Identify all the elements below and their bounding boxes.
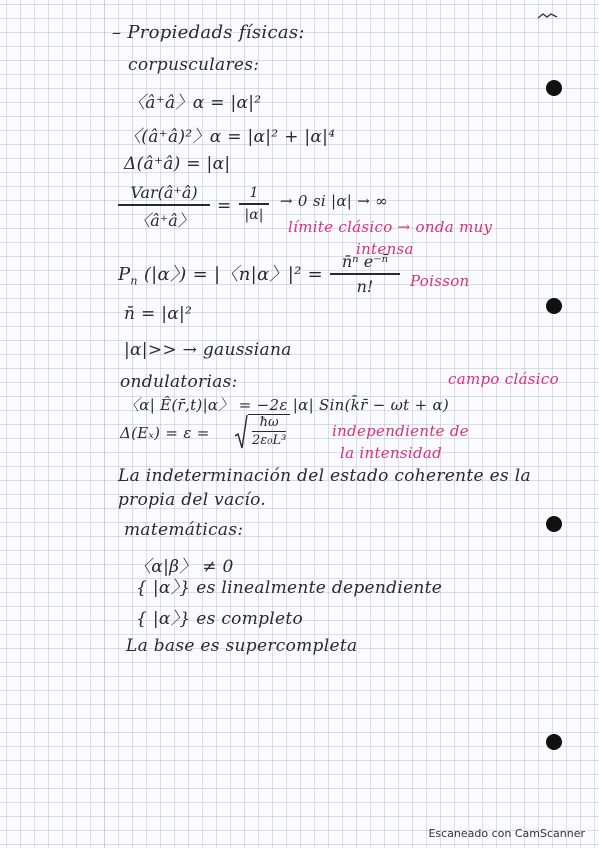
scanner-watermark: Escaneado con CamScanner — [428, 827, 585, 840]
text-indeterminacy: La indeterminación del estado coherente es la — [118, 466, 531, 486]
sqrt-numerator: ħω — [259, 415, 279, 430]
binder-hole — [546, 80, 562, 96]
prob-subscript: n — [130, 274, 138, 288]
fraction-poisson — [330, 252, 400, 296]
binder-hole — [546, 734, 562, 750]
note-intensity: la intensidad — [340, 444, 443, 462]
equation-delta: Δ(â⁺â) = |α| — [124, 154, 231, 174]
subheading-ondulatorias: ondulatorias: — [120, 372, 238, 392]
fraction-denominator: 〈â⁺â〉 — [134, 210, 194, 230]
note-gaussian: |α|>> → gaussiana — [124, 340, 292, 360]
equation-field-uncertainty: Δ(Eₓ) = ε = — [120, 424, 210, 442]
sqrt-denominator: 2ε₀L³ — [252, 433, 287, 449]
equation-overlap: 〈α|β〉 ≠ 0 — [134, 557, 234, 577]
heading-propiedades: – Propiedads físicas: — [112, 22, 305, 43]
fraction-denominator: n! — [356, 276, 374, 296]
prob-expression: (|α〉) = |〈n|α〉|² = — [143, 264, 323, 285]
note-poisson: Poisson — [410, 272, 470, 290]
note-classical-field: campo clásico — [448, 370, 559, 388]
fraction-inverse-alpha — [239, 185, 269, 223]
subheading-matematicas: matemáticas: — [124, 520, 244, 540]
subheading-corpusculares: corpusculares: — [128, 55, 260, 75]
text-vacuum: propia del vacío. — [118, 490, 267, 510]
fraction-numerator: 1 — [249, 185, 259, 201]
note-intense: intensa — [356, 240, 414, 258]
corner-mark — [537, 12, 559, 23]
equation-second-moment: 〈(â⁺â)²〉α = |α|² + |α|⁴ — [124, 127, 336, 147]
equation-mean: 〈â⁺â〉α = |α|² — [128, 93, 262, 113]
equation-probability — [118, 260, 323, 288]
note-classical-limit: límite clásico → onda muy — [288, 218, 493, 236]
fraction-denominator: |α| — [244, 206, 264, 223]
fraction-numerator: n̄ⁿ e⁻ⁿ̄ — [341, 252, 389, 271]
fraction-var — [118, 183, 210, 231]
text-overcomplete: La base es supercompleta — [126, 636, 358, 656]
note-independent: independiente de — [332, 422, 469, 440]
sqrt-expression — [248, 414, 290, 448]
binder-hole — [546, 298, 562, 314]
text-complete: { |α〉} es completo — [136, 609, 304, 629]
binder-hole — [546, 516, 562, 532]
prob-symbol: P — [118, 264, 131, 285]
margin-line — [104, 0, 105, 848]
equals-sign: = — [217, 196, 232, 216]
fraction-numerator: Var(â⁺â) — [130, 183, 198, 202]
text-linearly-dependent: { |α〉} es linealmente dependiente — [136, 578, 443, 598]
limit-expression: → 0 si |α| → ∞ — [280, 192, 388, 210]
equation-field-expectation: 〈α| Ê(r̄,t)|α〉 = −2ε |α| Sin(k̄r̄ − ωt + α) — [124, 396, 450, 414]
equation-nbar: n̄ = |α|² — [124, 304, 193, 324]
